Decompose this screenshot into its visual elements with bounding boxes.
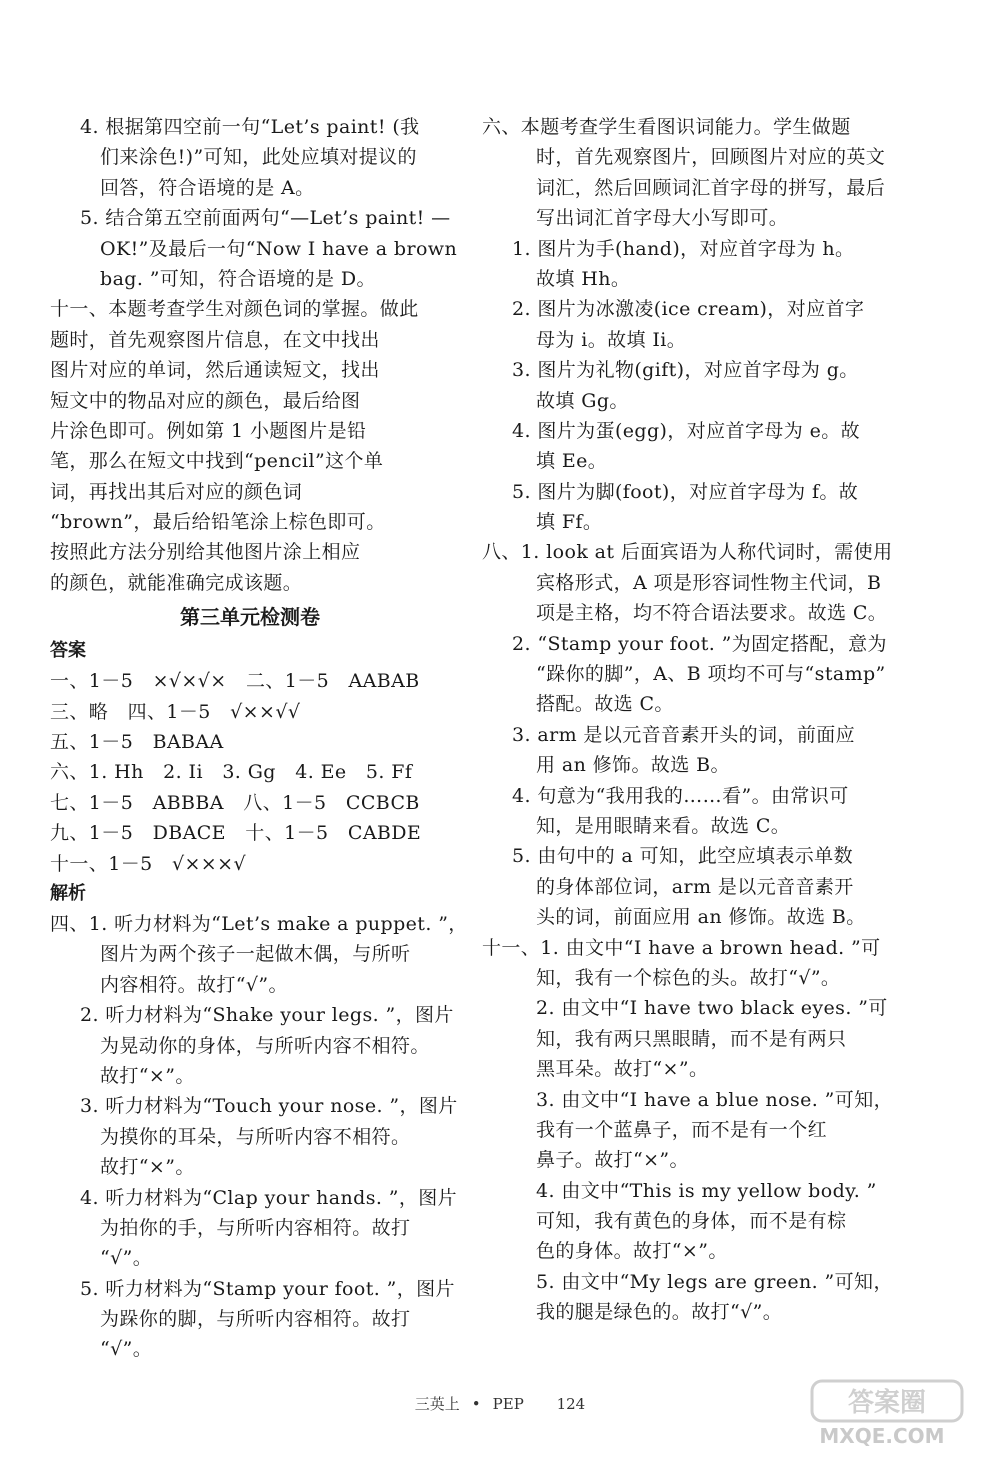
text-line: 2. 听力材料为“Shake your legs. ”，图片 <box>80 1004 454 1027</box>
text-line: 2. “Stamp your foot. ”为固定搭配，意为 <box>512 632 887 655</box>
paragraph-q11 <box>50 294 450 598</box>
section-heading: 第三单元检测卷 <box>180 605 320 630</box>
text-line: 为晃动你的身体，与所听内容不相符。 <box>100 1034 430 1057</box>
text-line: 的颜色，就能准确完成该题。 <box>50 571 303 594</box>
text-line: 黑耳朵。故打“×”。 <box>536 1058 709 1081</box>
text-line: 4. 图片为蛋(egg)，对应首字母为 e。故 <box>512 419 861 442</box>
watermark-logo-text: 答案圈 <box>847 1388 927 1418</box>
text-line: 们来涂色!)”可知，此处应填对提议的 <box>100 146 417 169</box>
text-line: 母为 i。故填 Ii。 <box>536 328 687 351</box>
watermark-logo <box>782 1379 982 1449</box>
text-line: 片涂色即可。例如第 1 小题图片是铅 <box>50 419 367 442</box>
text-line: 为拍你的手，与所听内容相符。故打 <box>100 1216 411 1239</box>
text-line: 项是主格，均不符合语法要求。故选 C。 <box>536 602 888 625</box>
text-line: 六、本题考查学生看图识词能力。学生做题 <box>482 116 851 138</box>
text-line: 宾格形式，A 项是形容词性物主代词，B <box>536 571 882 594</box>
text-line: 鼻子。故打“×”。 <box>536 1149 689 1172</box>
text-line: 4. 句意为“我用我的……看”。由常识可 <box>512 784 849 807</box>
text-line: 1. 图片为手(hand)，对应首字母为 h。 <box>512 237 855 260</box>
text-line: bag. ”可知，符合语境的是 D。 <box>100 267 376 290</box>
text-line: OK!”及最后一句“Now I have a brown <box>100 237 458 260</box>
text-line: 可知，我有黄色的身体，而不是有棕 <box>536 1210 847 1233</box>
text-line: 5. 由句中的 a 可知，此空应填表示单数 <box>512 845 853 868</box>
analysis-label: 解析 <box>50 882 86 904</box>
text-line: 十一、1. 由文中“I have a brown head. ”可 <box>482 936 881 959</box>
text-line: 为跺你的脚，与所听内容相符。故打 <box>100 1308 411 1331</box>
text-line: 词汇，然后回顾词汇首字母的拼写，最后 <box>536 176 886 199</box>
answer-line: 九、1－5 DBACE 十、1－5 CABDE <box>50 822 422 845</box>
left-column <box>50 112 468 1365</box>
answer-line: 十一、1－5 √×××√ <box>50 852 246 875</box>
page-number: 124 <box>556 1395 586 1413</box>
right-column <box>482 112 892 1328</box>
paragraph-q11-analysis <box>482 933 892 1328</box>
answers-label: 答案 <box>50 640 86 662</box>
text-line: 3. 图片为礼物(gift)，对应首字母为 g。 <box>512 359 859 382</box>
text-line: 为摸你的耳朵，与所听内容不相符。 <box>100 1125 411 1148</box>
text-line: 4. 由文中“This is my yellow body. ” <box>536 1179 877 1202</box>
text-line: 四、1. 听力材料为“Let’s make a puppet. ”， <box>50 912 468 935</box>
answer-line: 五、1－5 BABAA <box>50 731 224 754</box>
answer-list <box>50 666 450 879</box>
text-line: 4. 根据第四空前一句“Let’s paint! (我 <box>80 116 420 138</box>
text-line: “√”。 <box>100 1247 153 1270</box>
text-line: 时，首先观察图片，回顾图片对应的英文 <box>536 146 886 169</box>
text-line: 故填 Gg。 <box>536 389 629 412</box>
text-line: 故填 Hh。 <box>536 267 631 290</box>
text-line: 5. 听力材料为“Stamp your foot. ”，图片 <box>80 1277 455 1300</box>
text-line: 知，是用眼睛来看。故选 C。 <box>536 814 791 837</box>
text-line: 色的身体。故打“×”。 <box>536 1240 728 1263</box>
answer-line: 六、1. Hh 2. Ii 3. Gg 4. Ee 5. Ff <box>50 761 413 784</box>
text-line: 十一、本题考查学生对颜色词的掌握。做此 <box>50 298 419 321</box>
paragraph-q10-continued <box>50 112 458 294</box>
watermark-badge-icon <box>812 1381 962 1421</box>
text-line: 题时，首先观察图片信息，在文中找出 <box>50 328 380 351</box>
text-line: 4. 听力材料为“Clap your hands. ”，图片 <box>80 1186 458 1209</box>
text-line: 3. 听力材料为“Touch your nose. ”，图片 <box>80 1095 458 1118</box>
footer-edition: PEP <box>492 1395 524 1413</box>
text-line: 图片为两个孩子一起做木偶，与所听 <box>100 943 411 966</box>
text-line: 2. 图片为冰激凌(ice cream)，对应首字 <box>512 298 865 321</box>
text-line: 3. arm 是以元音音素开头的词，前面应 <box>512 723 856 746</box>
text-line: 2. 由文中“I have two black eyes. ”可 <box>536 997 888 1020</box>
text-line: 5. 结合第五空前面两句“—Let’s paint! — <box>80 207 451 230</box>
text-line: 头的词，前面应用 an 修饰。故选 B。 <box>536 906 866 929</box>
text-line: 用 an 修饰。故选 B。 <box>536 754 730 777</box>
text-line: 的身体部位词，arm 是以元音音素开 <box>536 875 854 898</box>
answer-line: 一、1－5 ×√×√× 二、1－5 AABAB <box>50 670 420 693</box>
text-line: 3. 由文中“I have a blue nose. ”可知， <box>536 1088 893 1111</box>
text-line: 词，再找出其后对应的颜色词 <box>50 480 303 503</box>
text-line: 我有一个蓝鼻子，而不是有一个红 <box>536 1118 828 1141</box>
footer-book: 三英上 <box>414 1395 460 1413</box>
text-line: 内容相符。故打“√”。 <box>100 973 288 996</box>
text-line: 八、1. look at 后面宾语为人称代词时，需使用 <box>482 541 893 564</box>
text-line: 笔，那么在短文中找到“pencil”这个单 <box>50 450 384 473</box>
text-line: 写出词汇首字母大小写即可。 <box>536 207 789 230</box>
text-line: 我的腿是绿色的。故打“√”。 <box>536 1301 783 1324</box>
text-line: 故打“×”。 <box>100 1156 195 1179</box>
text-line: 回答，符合语境的是 A。 <box>100 176 315 199</box>
analysis-list <box>50 909 468 1365</box>
text-line: “跺你的脚”，A、B 项均不可与“stamp” <box>536 663 886 686</box>
text-line: 搭配。故选 C。 <box>536 693 674 716</box>
text-line: 按照此方法分别给其他图片涂上相应 <box>50 541 361 564</box>
paragraph-q8 <box>482 537 892 932</box>
text-line: “√”。 <box>100 1338 153 1361</box>
text-line: “brown”，最后给铅笔涂上棕色即可。 <box>50 511 386 534</box>
text-line: 故打“×”。 <box>100 1064 195 1087</box>
text-line: 5. 图片为脚(foot)，对应首字母为 f。故 <box>512 480 859 503</box>
answer-line: 三、略 四、1－5 √××√√ <box>50 700 301 723</box>
text-line: 知，我有两只黑眼睛，而不是有两只 <box>536 1027 847 1050</box>
text-line: 短文中的物品对应的颜色，最后给图 <box>50 389 361 412</box>
text-line: 填 Ff。 <box>536 511 603 534</box>
text-line: 知，我有一个棕色的头。故打“√”。 <box>536 966 841 989</box>
watermark-text: MXQE.COM <box>819 1424 945 1448</box>
footer-dot: • <box>471 1395 481 1413</box>
text-line: 5. 由文中“My legs are green. ”可知， <box>536 1270 893 1293</box>
text-line: 图片对应的单词，然后通读短文，找出 <box>50 359 380 382</box>
text-line: 填 Ee。 <box>536 450 608 473</box>
paragraph-q6 <box>482 112 892 537</box>
answer-line: 七、1－5 ABBBA 八、1－5 CCBCB <box>50 791 420 814</box>
